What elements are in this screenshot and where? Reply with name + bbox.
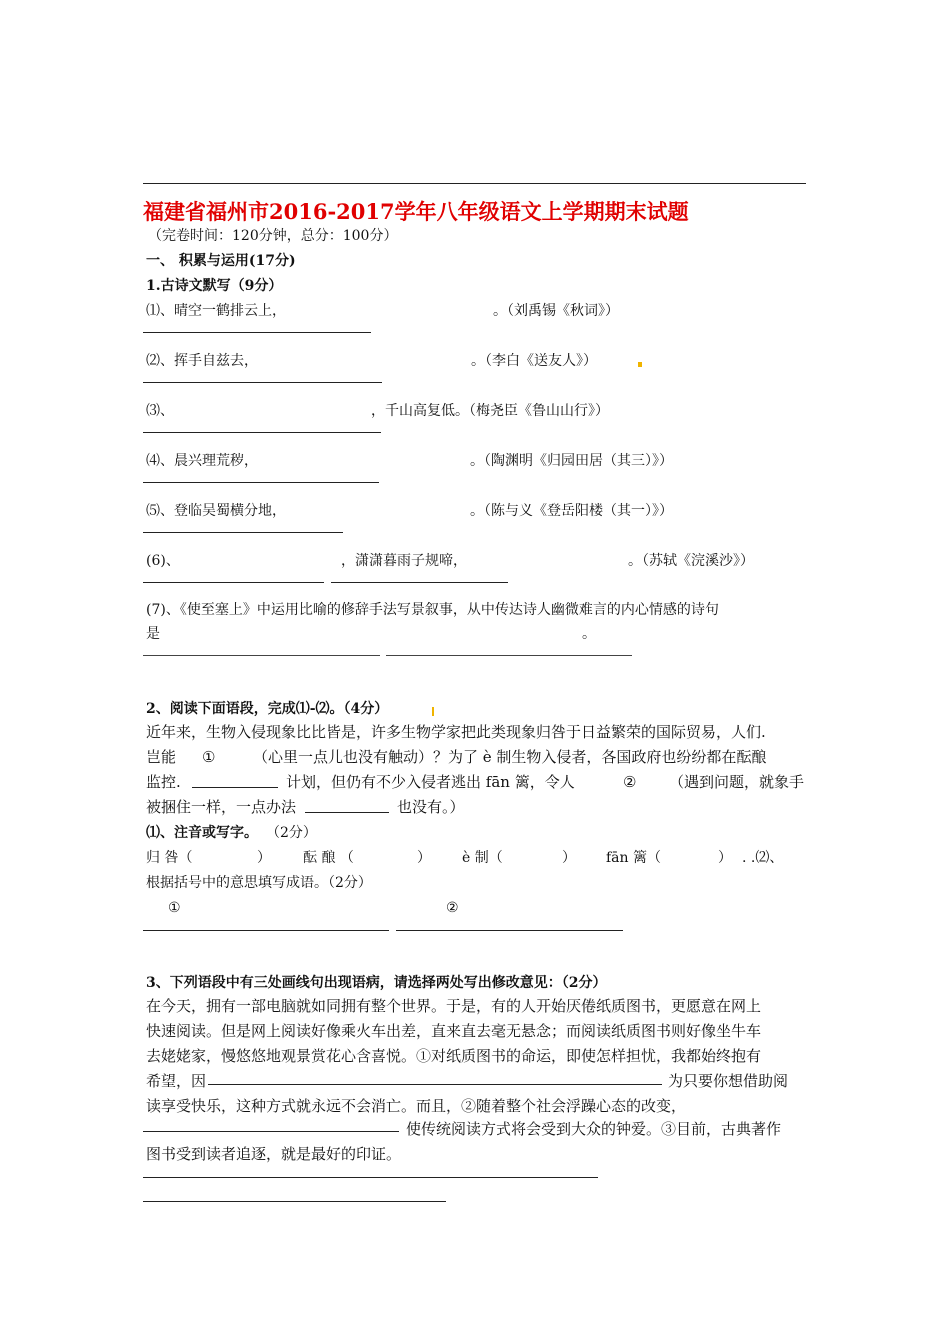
answer-blank[interactable] [143, 1177, 598, 1178]
answer-blank[interactable] [143, 332, 371, 333]
q1-item-4-left: ⑷、晨兴理荒秽， [146, 453, 258, 469]
page-title: 福建省福州市2016-2017学年八年级语文上学期期末试题 [143, 199, 689, 224]
q1-item-7-line2-start: 是 [146, 626, 160, 642]
q2-sub1-score: （2分） [266, 825, 317, 841]
answer-blank[interactable] [143, 432, 381, 433]
q3-line-4a: 希望，因 [146, 1072, 207, 1090]
q3-line-5: 读享受快乐，这种方式就永远不会消亡。而且，②随着整个社会浮躁心态的改变， [146, 1097, 687, 1115]
exam-time-note: （完卷时间：120分钟，总分：100分） [148, 228, 398, 244]
answer-blank[interactable] [143, 532, 343, 533]
idiom-marker-2: ② [623, 773, 637, 791]
q2-paragraph-line4a: 被捆住一样，一点办法 [146, 798, 297, 816]
q2-sub2-text: 根据括号中的意思填写成语。（2分） [146, 875, 372, 891]
answer-blank[interactable] [143, 930, 389, 931]
q1-item-2-right: 。（李白《送友人》） [471, 353, 597, 369]
q1-item-6-mid: ，潇潇暮雨子规啼， [341, 553, 467, 569]
q3-line-2: 快速阅读。但是网上阅读好像乘火车出差，直来直去毫无悬念；而阅读纸质图书则好像坐牛车 [146, 1022, 762, 1040]
header-rule [143, 183, 806, 184]
q3-line-1: 在今天，拥有一部电脑就如同拥有整个世界。于是，有的人开始厌倦纸质图书，更愿意在网上 [146, 997, 762, 1015]
sub2-label: . .⑵、 [742, 850, 784, 866]
q2-paragraph-line3b: 计划，但仍有不少入侵者逃出 fān 篱，令人 [286, 773, 575, 791]
answer-blank[interactable] [396, 930, 623, 931]
q2-paragraph-line2a: 岂能 [146, 748, 177, 766]
q2-paragraph-line2c: （心里一点儿也没有触动）？为了 è 制生物入侵者，各国政府也纷纷都在酝酿 [253, 748, 767, 766]
pinyin-item-1: 归 咎（ [146, 850, 193, 866]
answer-blank[interactable] [143, 655, 380, 656]
q1-item-7-line1: (7)、《使至塞上》中运用比喻的修辞手法写景叙事，从中传达诗人幽微难言的内心情感的诗句 [146, 602, 719, 618]
q1-item-3-left: ⑶、 [146, 403, 174, 419]
idiom-blank-label-2: ② [446, 900, 459, 916]
q2-heading: 2、阅读下面语段，完成⑴-⑵。（4分） [146, 701, 389, 717]
q1-item-6-right: 。（苏轼《浣溪沙》） [628, 553, 754, 569]
q1-item-5-left: ⑸、登临吴蜀横分地， [146, 503, 286, 519]
answer-blank[interactable] [143, 1201, 446, 1202]
answer-blank[interactable] [143, 482, 379, 483]
answer-blank[interactable] [143, 582, 324, 583]
answer-blank[interactable] [331, 582, 508, 583]
q1-item-5-right: 。（陈与义《登岳阳楼（其一）》） [470, 503, 673, 519]
pinyin-item-3-close: ） [562, 850, 576, 866]
q3-line-4b: 为只要你想借助阅 [668, 1072, 789, 1090]
q1-item-7-line2-end: 。 [582, 626, 596, 642]
pinyin-item-2-close: ） [417, 850, 431, 866]
q2-sub1-heading: ⑴、注音或写字。 [146, 825, 258, 841]
answer-blank[interactable] [143, 1131, 399, 1132]
q1-item-6-left: (6)、 [146, 553, 180, 569]
q2-paragraph-line4b: 也没有。） [397, 798, 465, 816]
q3-line-7: 图书受到读者追逐，就是最好的印证。 [146, 1145, 402, 1163]
pinyin-item-1-close: ） [257, 850, 271, 866]
q3-line-6b: 使传统阅读方式将会受到大众的钟爱。③目前，古典著作 [406, 1120, 782, 1138]
pinyin-item-2: 酝 酿 （ [303, 850, 354, 866]
answer-blank[interactable] [208, 1084, 662, 1085]
pinyin-item-4-close: ） [718, 850, 732, 866]
answer-blank[interactable] [305, 812, 389, 813]
q1-heading: 1.古诗文默写（9分） [146, 278, 283, 294]
q2-paragraph-line1: 近年来，生物入侵现象比比皆是，许多生物学家把此类现象归咎于日益繁荣的国际贸易，人们. [146, 723, 766, 741]
answer-blank[interactable] [192, 787, 278, 788]
q2-paragraph-line3d: （遇到问题，就象手 [669, 773, 805, 791]
q1-item-4-right: 。（陶渊明《归园田居（其三）》） [470, 453, 673, 469]
q1-item-2-left: ⑵、挥手自兹去， [146, 353, 258, 369]
q3-line-3: 去姥姥家，慢悠悠地观景赏花心含喜悦。①对纸质图书的命运，即使怎样担忧，我都始终抱有 [146, 1047, 762, 1065]
pinyin-item-3: è 制（ [462, 850, 503, 866]
section-heading: 一、 积累与运用(17分) [146, 253, 296, 269]
pinyin-item-4: fān 篱（ [606, 850, 661, 866]
q3-heading: 3、下列语段中有三处画线句出现语病，请选择两处写出修改意见：（2分） [146, 975, 607, 991]
q1-item-3-right: ，千山高复低。（梅尧臣《鲁山山行》） [371, 403, 609, 419]
q1-item-1-left: ⑴、晴空一鹤排云上， [146, 303, 286, 319]
answer-blank[interactable] [143, 382, 382, 383]
highlight-mark [638, 362, 642, 367]
q2-paragraph-line3a: 监控. [146, 773, 181, 791]
q1-item-1-right: 。（刘禹锡《秋词》） [493, 303, 619, 319]
highlight-mark [432, 707, 434, 716]
idiom-marker-1: ① [202, 748, 216, 766]
idiom-blank-label-1: ① [168, 900, 181, 916]
answer-blank[interactable] [386, 655, 632, 656]
